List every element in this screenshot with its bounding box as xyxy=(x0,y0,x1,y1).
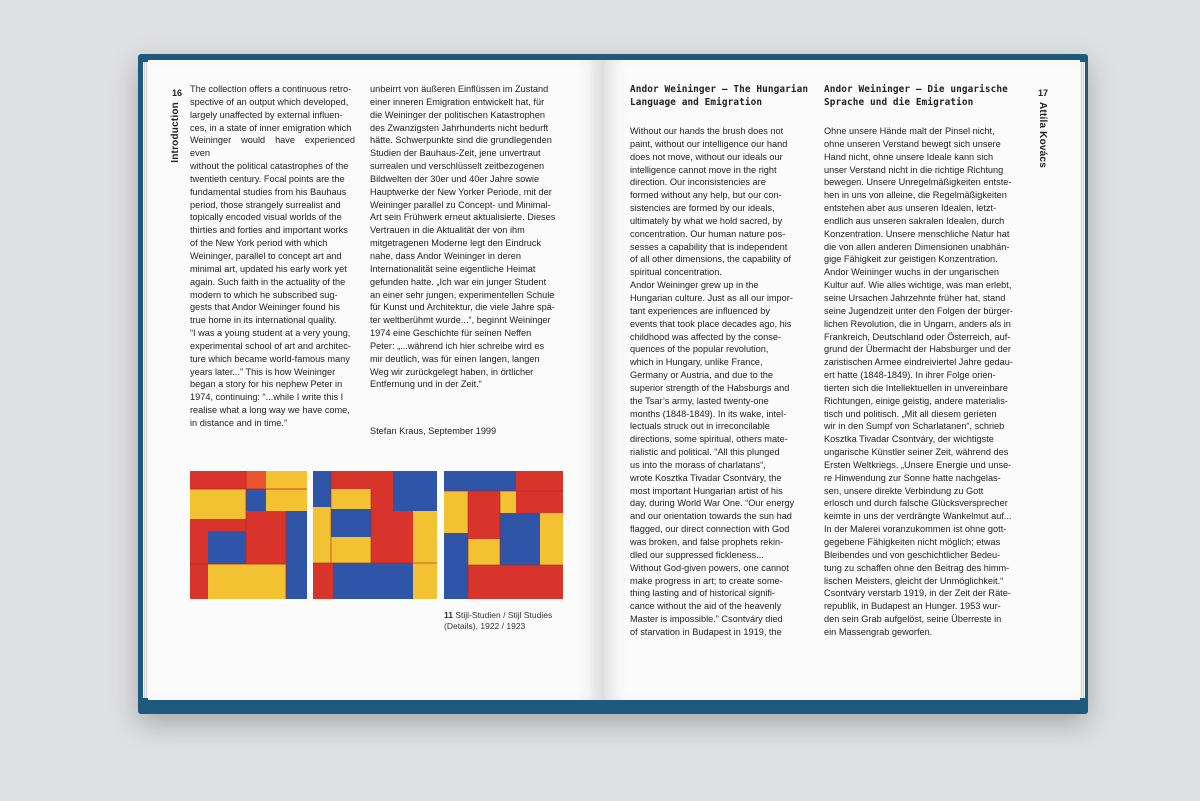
text-column-german: Ohne unsere Hände malt der Pinsel nicht, ohne unseren Verstand bewegt sich unsere Hand nicht, ohne unsere Ideale kann sich unser Verstand nicht in die richtige Richtung bewegen. Unsere Unregelmäßigkeiten entste- hen in uns von alleine, die Regelmäßigkeiten entstehen aber aus unseren Idealen, letzt- endlich aus unseren sakralen Idealen, durch Konzentration. Unsere menschliche Natur hat die von allen anderen Dimensionen unabhän- gige Fähigkeit zur geistigen Konzentration. Andor Weininger wuchs in der ungarischen Kultur auf. Wie alles wichtige, was man erlebt, seine Ursachen Jahrzehnte früher hat, stand seine Jugendzeit unter den Folgen der bürger- lichen Revolution, die in Ungarn, anders als in Frankreich, Deutschland oder Österreich, auf- grund der Übermacht der Habsburger und der zaristischen Armee eindreiviertel Jahre gedau- ert hatte (1848-1849). In ihrer Folge orien- tierten sich die Intellektuellen in unvereinbare Richtungen, einige geistig, andere materialis- tisch und politisch. „Mit all diesem gerieten wir in den Sumpf von Scharlatanen“, schrieb Kosztka Tivadar Csontváry, der wichtigste ungarische Künstler seiner Zeit, während des Ersten Weltkriegs. „Unsere Energie und unse- re Hinwendung zur Sonne hatte nachgelas- sen, unsere direkte Verbindung zu Gott erlosch und durch falsche Glücksversprecher keimte in uns der verdrängte Wankelmut auf... In der Malerei voranzukommen ist ohne gott- gegebene Fähigkeiten nicht möglich; etwas Bleibendes und von geschichtlicher Bedeu- tung zu schaffen ohne den Beitrag des himm- lischen Meisters, gleicht der Unmöglichkeit.“ Csontváry verstarb 1919, in der Zeit der Räte- republik, in Budapest an Hunger. 1953 wur- den sein Grab aufgelöst, seine Überreste in ein Massengrab geworfen. xyxy=(824,126,1013,637)
text-column-english: The collection offers a continuous retro- spective of an output which developed, largely unaffected by external influen- ces, in a state of inner emigration which Weininger would have experienced even without the political catastrophes of the twentieth century. Focal points are the fundamental studies from his Bauhaus period, those strangely surrealist and topically encoded visual worlds of the thirties and forties and important works of the New York period with which Weininger, parallel to concept art and minimal art, updated his early work yet again. Such faith in the actuality of the modern to which he subscribed sug- gests that Andor Weininger found his true home in its international quality. “I was a young student at a very young, experimental school of art and architec- ture which became world-famous many years later...” This is how Weininger began a story for his nephew Peter in 1974, continuing: “...while I write this I realise what a long way we have come, in distance and in time.” xyxy=(190,84,355,428)
stijl-study-2 xyxy=(313,471,437,599)
caption-line-2: (Details), 1922 / 1923 xyxy=(444,621,526,631)
caption-line-1: Stijl-Studien / Stijl Studies xyxy=(455,610,553,620)
heading-english: Andor Weininger – The Hungarian Language and Emigration xyxy=(630,84,809,108)
stijl-study-3 xyxy=(444,471,563,599)
text-column-german: unbeirrt von äußeren Einflüssen im Zustand einer inneren Emigration entwickelt hat, für die Weininger der politischen Katastrophen des Zwanzigsten Jahrhunderts nicht bedurft hätte. Schwerpunkte sind die grundlegenden Studien der Bauhaus-Zeit, jene unvertraut surrealen und verschlüsselt zeitbezogenen Bildwelten der 30er und 40er Jahre sowie Hauptwerke der New Yorker Periode, mit der Weininger parallel zu Concept- und Minimal- Art sein Frühwerk erneut aktualisierte. Dieses Vertrauen in die Aktualität der von ihm mitgetragenen Moderne legt den Eindruck nahe, dass Andor Weininger in deren Internationalität seine eigentliche Heimat gefunden hatte. „Ich war ein junger Student an einer sehr jungen, experimentellen Schule für Kunst und Architektur, die viele Jahre spä- ter weltberühmt wurde...“, beginnt Weininger 1974 eine Geschichte für seinen Neffen Peter: „...während ich hier schreibe wird es mir deutlich, was für einen langen, langen Weg wir zurückgelegt haben, in örtlicher Entfernung und in der Zeit.“ xyxy=(370,84,556,390)
author-signature: Stefan Kraus, September 1999 xyxy=(370,426,497,436)
stijl-study-1 xyxy=(190,471,307,599)
left-page xyxy=(148,60,602,700)
section-title: Introduction xyxy=(170,102,181,163)
heading-german: Andor Weininger – Die ungarische Sprache und die Emigration xyxy=(824,84,1008,108)
page-number-right: 17 xyxy=(1038,88,1049,98)
figure-caption xyxy=(444,610,552,632)
caption-number: 11 xyxy=(444,610,453,620)
text-column-english: Without our hands the brush does not paint, without our intelligence our hand does not move, without our ideals our intelligence cannot move in the right direction. Our inconsistencies are formed without any help, but our con- sistencies are formed by our ideals, ultimately by what we hold sacred, by concentration. Our human nature pos- sesses a capability that is independent of all other dimensions, the capability of spiritual concentration. Andor Weininger grew up in the Hungarian culture. Just as all our impor- tant experiences are influenced by events that took place decades ago, his childhood was affected by the conse- quences of the popular revolution, which in Hungary, unlike France, Germany or Austria, and due to the superior strength of the Habsburgs and the Tsar’s army, lasted twenty-one months (1848-1849). In its wake, intel- lectuals struck out in irreconcilable directions, some spiritual, others mate- rialistic and political. “All this plunged us into the morass of charlatans“, wrote Kosztka Tivadar Csontváry, the most important Hungarian artist of his day, during World War One. “Our energy and our orientation towards the sun had flagged, our direct connection with God was broken, and false prophets rekin- dled our suppressed fickleness... Without God-given powers, one cannot make progress in art; to create some- thing lasting and of historical signifi- cance without the aid of the heavenly Master is impossible.” Csontváry died of starvation in Budapest in 1919, the xyxy=(630,126,795,637)
right-page xyxy=(602,60,1080,700)
author-name: Attila Kovács xyxy=(1037,102,1048,168)
page-number-left: 16 xyxy=(172,88,183,98)
